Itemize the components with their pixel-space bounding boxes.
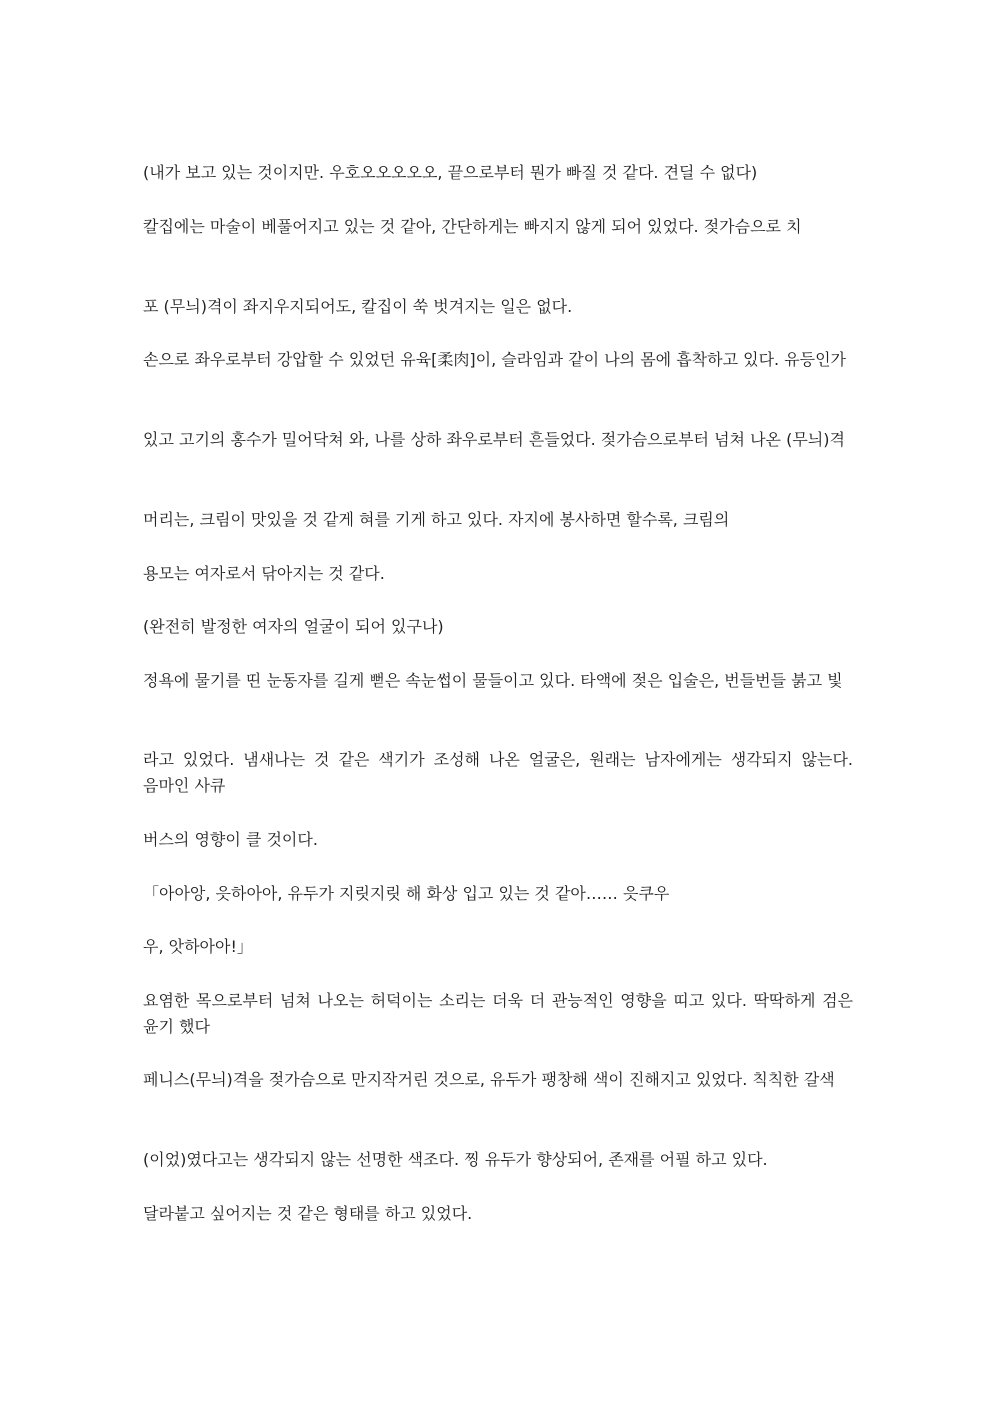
paragraph-11: 버스의 영향이 클 것이다.: [143, 830, 318, 849]
paragraph-16: (이었)였다고는 생각되지 않는 선명한 색조다. 찡 유두가 향상되어, 존재를 어필 하고 있다.: [143, 1150, 768, 1169]
paragraph-6: 머리는, 크림이 맛있을 것 같게 혀를 기게 하고 있다. 자지에 봉사하면 할수록, 크림의: [143, 510, 730, 529]
paragraph-9: 정욕에 물기를 띤 눈동자를 길게 뻗은 속눈썹이 물들이고 있다. 타액에 젖은 입술은, 번들번들 붉고 빛: [143, 671, 843, 690]
paragraph-17: 달라붙고 싶어지는 것 같은 형태를 하고 있었다.: [143, 1204, 473, 1223]
paragraph-5: 있고 고기의 홍수가 밀어닥쳐 와, 나를 상하 좌우로부터 흔들었다. 젖가슴으로부터 넘쳐 나온 (무늬)격: [143, 430, 845, 449]
paragraph-15: 페니스(무늬)격을 젖가슴으로 만지작거린 것으로, 유두가 팽창해 색이 진해지고 있었다. 칙칙한 갈색: [143, 1070, 835, 1089]
paragraph-14: 요염한 목으로부터 넘쳐 나오는 허덕이는 소리는 더욱 더 관능적인 영향을 띠고 있다. 딱딱하게 검은 윤기 했다: [143, 991, 853, 1036]
paragraph-1: (내가 보고 있는 것이지만. 우호오오오오오, 끝으로부터 뭔가 빠질 것 같다. 견딜 수 없다): [143, 163, 758, 182]
paragraph-12: 「아아앙, 읏하아아, 유두가 지릿지릿 해 화상 입고 있는 것 같아…… 읏쿠우: [143, 884, 670, 903]
paragraph-3: 포 (무늬)격이 좌지우지되어도, 칼집이 쑥 벗겨지는 일은 없다.: [143, 297, 573, 316]
paragraph-7: 용모는 여자로서 닦아지는 것 같다.: [143, 564, 385, 583]
paragraph-4: 손으로 좌우로부터 강압할 수 있었던 유육[柔肉]이, 슬라임과 같이 나의 몸에 흡착하고 있다. 유등인가: [143, 350, 847, 369]
paragraph-8: (완전히 발정한 여자의 얼굴이 되어 있구나): [143, 617, 444, 636]
paragraph-13: 우, 앗하아아!」: [143, 937, 253, 956]
paragraph-2: 칼집에는 마술이 베풀어지고 있는 것 같아, 간단하게는 빠지지 않게 되어 있었다. 젖가슴으로 치: [143, 217, 802, 236]
paragraph-10: 라고 있었다. 냄새나는 것 같은 색기가 조성해 나온 얼굴은, 원래는 남자에게는 생각되지 않는다. 음마인 사큐: [143, 750, 853, 795]
